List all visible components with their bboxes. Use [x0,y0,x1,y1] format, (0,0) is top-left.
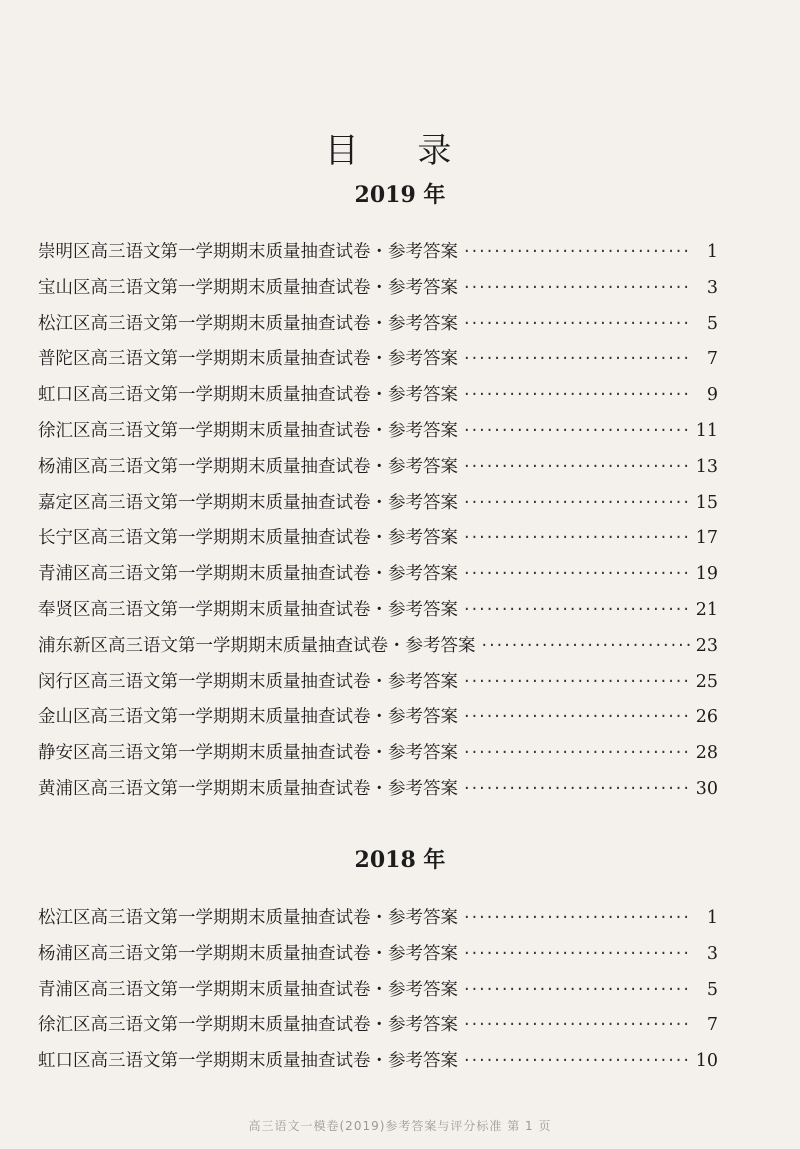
dot-leader [464,779,690,799]
dot-leader [464,421,690,441]
toc-entry [38,976,718,1012]
toc-entry-page-number: 13 [695,456,718,477]
toc-entry-page-number: 5 [706,979,718,1000]
toc-entry [38,632,718,668]
dot-leader [464,908,690,928]
toc-entry [38,1047,718,1083]
toc-entry [38,703,718,739]
toc-entry [38,739,718,775]
toc-entry-page-number: 9 [706,385,718,406]
dot-leader [464,314,690,334]
toc-entry-title: 崇明区高三语文第一学期期末质量抽查试卷・参考答案 [38,242,458,262]
dot-leader [464,743,690,763]
toc-entry [38,345,718,381]
dot-leader [464,242,690,262]
toc-entry-title: 杨浦区高三语文第一学期期末质量抽查试卷・参考答案 [38,943,458,964]
toc-entry-title: 浦东新区高三语文第一学期期末质量抽查试卷・参考答案 [38,635,476,656]
toc-entry-title: 长宁区高三语文第一学期期末质量抽查试卷・参考答案 [38,528,458,549]
dot-leader [464,944,690,964]
year-heading-2018: 2018 年 [354,847,446,873]
toc-entry-title: 杨浦区高三语文第一学期期末质量抽查试卷・参考答案 [38,456,458,477]
toc-entry-title: 奉贤区高三语文第一学期期末质量抽查试卷・参考答案 [38,599,458,620]
toc-entry-page-number: 19 [695,564,718,585]
toc-entry [38,668,718,704]
toc-entry-title: 虹口区高三语文第一学期期末质量抽查试卷・参考答案 [38,1051,458,1072]
toc-entry [38,940,718,976]
toc-entry-title: 松江区高三语文第一学期期末质量抽查试卷・参考答案 [38,313,458,334]
dot-leader [464,600,690,620]
toc-entry-title: 黄浦区高三语文第一学期期末质量抽查试卷・参考答案 [38,778,458,799]
toc-entry-page-number: 17 [695,528,718,549]
page-title: 目 录 [324,130,476,171]
dot-leader [464,457,690,477]
toc-list-2019 [38,238,718,811]
toc-entry [38,274,718,310]
toc-entry [38,310,718,346]
toc-entry-title: 普陀区高三语文第一学期期末质量抽查试卷・参考答案 [38,349,458,370]
toc-entry-title: 青浦区高三语文第一学期期末质量抽查试卷・参考答案 [38,564,458,585]
toc-entry-page-number: 28 [695,743,718,764]
toc-entry-title: 青浦区高三语文第一学期期末质量抽查试卷・参考答案 [38,979,458,1000]
dot-leader [464,349,690,369]
dot-leader [464,528,690,548]
toc-entry-page-number: 1 [706,908,718,928]
toc-entry-title: 松江区高三语文第一学期期末质量抽查试卷・参考答案 [38,908,458,928]
toc-entry-page-number: 3 [706,277,718,298]
toc-entry [38,560,718,596]
toc-entry [38,381,718,417]
year-heading-2019: 2019 年 [354,182,446,208]
page-footer: 高三语文一模卷(2019)参考答案与评分标准 第 1 页 [248,1119,552,1133]
dot-leader [464,1051,690,1071]
toc-entry-page-number: 5 [706,313,718,334]
toc-entry-title: 虹口区高三语文第一学期期末质量抽查试卷・参考答案 [38,385,458,406]
toc-entry-page-number: 21 [695,599,718,620]
toc-entry-page-number: 11 [695,420,718,441]
toc-entry-title: 宝山区高三语文第一学期期末质量抽查试卷・参考答案 [38,277,458,298]
toc-entry [38,596,718,632]
dot-leader [482,636,690,656]
toc-entry [38,775,718,811]
dot-leader [464,1015,690,1035]
toc-entry-page-number: 7 [706,1015,718,1036]
toc-entry-page-number: 3 [706,943,718,964]
toc-entry [38,417,718,453]
toc-entry-page-number: 23 [695,635,718,656]
dot-leader [464,672,690,692]
toc-entry-title: 金山区高三语文第一学期期末质量抽查试卷・参考答案 [38,707,458,728]
toc-entry [38,453,718,489]
dot-leader [464,980,690,1000]
dot-leader [464,493,690,513]
dot-leader [464,385,690,405]
toc-entry-page-number: 26 [695,707,718,728]
toc-entry-page-number: 15 [695,492,718,513]
toc-entry-title: 徐汇区高三语文第一学期期末质量抽查试卷・参考答案 [38,420,458,441]
dot-leader [464,564,690,584]
toc-list-2018 [38,904,718,1083]
toc-entry-title: 闵行区高三语文第一学期期末质量抽查试卷・参考答案 [38,671,458,692]
toc-entry-title: 静安区高三语文第一学期期末质量抽查试卷・参考答案 [38,743,458,764]
toc-entry-page-number: 7 [706,349,718,370]
toc-entry-title: 徐汇区高三语文第一学期期末质量抽查试卷・参考答案 [38,1015,458,1036]
toc-entry [38,904,718,940]
dot-leader [464,278,690,298]
toc-entry [38,489,718,525]
toc-entry [38,1011,718,1047]
toc-entry-page-number: 1 [706,242,718,262]
toc-entry-page-number: 25 [695,671,718,692]
toc-entry-page-number: 30 [695,778,718,799]
dot-leader [464,707,690,727]
toc-entry-title: 嘉定区高三语文第一学期期末质量抽查试卷・参考答案 [38,492,458,513]
toc-entry-page-number: 10 [695,1051,718,1072]
toc-entry [38,238,718,274]
toc-entry [38,524,718,560]
